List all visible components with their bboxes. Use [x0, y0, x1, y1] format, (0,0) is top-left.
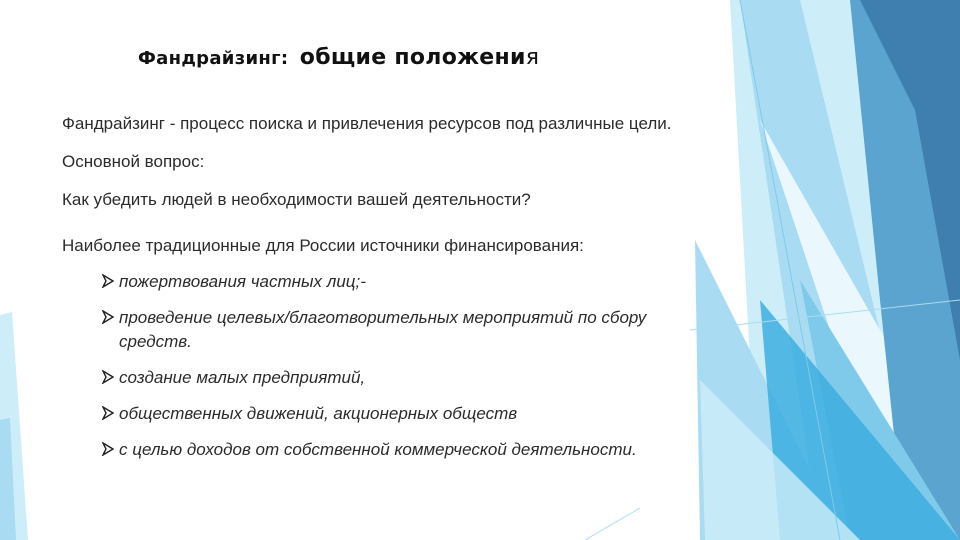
definition-text: Фандрайзинг - процесс поиска и привлечения ресурсов под различные цели.: [62, 114, 672, 133]
slide-title: [138, 34, 539, 72]
title-part-1: Фандрайзинг:: [138, 48, 289, 69]
list-item-text: с целью доходов от собственной коммерческой деятельности.: [119, 440, 637, 459]
list-item: [102, 438, 702, 462]
list-item-text: общественных движений, акционерных обществ: [119, 404, 518, 423]
question-label: Основной вопрос:: [62, 152, 205, 171]
list-item: [102, 306, 702, 354]
arrow-bullet-icon: [102, 370, 114, 384]
title-part-3: я: [525, 45, 540, 70]
sources-list: [62, 270, 702, 462]
list-item-text: создание малых предприятий,: [119, 368, 366, 387]
arrow-bullet-icon: [102, 274, 114, 288]
list-item-text: пожертвования частных лиц;-: [119, 272, 366, 291]
thin-accent-line-3: [585, 508, 640, 540]
slide-body: [62, 112, 702, 474]
sources-intro: Наиболее традиционные для России источники финансирования:: [62, 236, 584, 255]
list-item: [102, 366, 702, 390]
arrow-bullet-icon: [102, 442, 114, 456]
arrow-bullet-icon: [102, 406, 114, 420]
list-item: [102, 270, 702, 294]
list-item: [102, 402, 702, 426]
title-part-2: общие положени: [299, 45, 526, 70]
question-text: Как убедить людей в необходимости вашей деятельности?: [62, 190, 531, 209]
arrow-bullet-icon: [102, 310, 114, 324]
list-item-text: проведение целевых/благотворительных мероприятий по сбору средств.: [119, 308, 647, 351]
